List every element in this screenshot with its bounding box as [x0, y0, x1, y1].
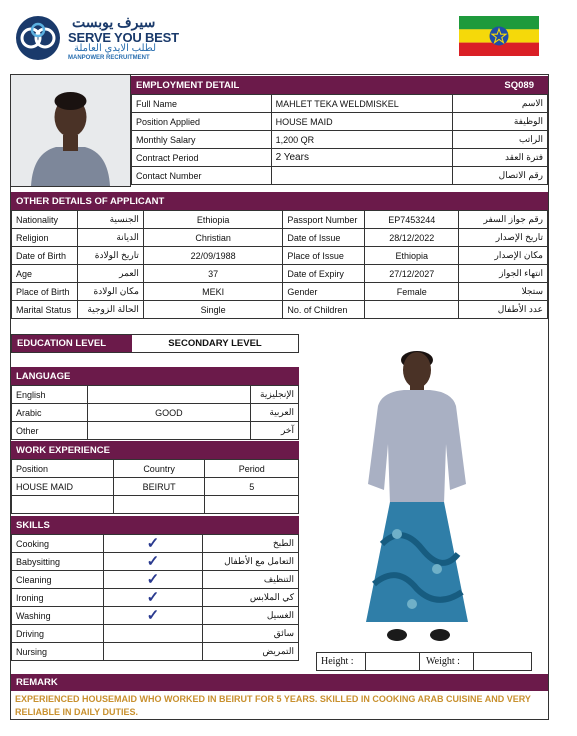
detail-row — [12, 283, 548, 301]
work-experience-title: WORK EXPERIENCE — [16, 444, 110, 456]
field-label: Age — [12, 265, 78, 283]
detail-row — [12, 247, 548, 265]
skill-check-icon — [103, 643, 202, 661]
skill-name-arabic: التنظيف — [203, 571, 299, 589]
language-name: Other — [12, 422, 88, 440]
logo-arabic-sub: لطلب الايدي العاملة — [74, 43, 157, 54]
work-experience-table — [11, 459, 299, 514]
height-label: Height : — [321, 656, 354, 667]
field-label: Position Applied — [132, 113, 272, 131]
field-label-arabic: الاسم — [453, 95, 548, 113]
field-label: Monthly Salary — [132, 131, 272, 149]
skill-row — [12, 571, 299, 589]
field-label-arabic: رقم جواز السفر — [459, 211, 548, 229]
language-title: LANGUAGE — [16, 370, 71, 382]
field-label-arabic: مكان الإصدار — [459, 247, 548, 265]
agency-logo — [14, 14, 214, 64]
person-avatar-icon — [11, 75, 130, 186]
work-experience-header — [11, 441, 299, 459]
field-value: HOUSE MAID — [271, 113, 453, 131]
skill-row — [12, 607, 299, 625]
skill-row — [12, 535, 299, 553]
weight-value — [473, 653, 531, 670]
skill-check-icon: ✓ — [103, 571, 202, 589]
language-name: Arabic — [12, 404, 88, 422]
work-row — [12, 478, 299, 496]
height-value — [365, 653, 419, 670]
language-name-arabic: آخر — [251, 422, 299, 440]
skills-title: SKILLS — [16, 519, 50, 531]
logo-arabic: سيرف يوبست — [72, 14, 156, 30]
field-label-arabic: تاريخ الإصدار — [459, 229, 548, 247]
field-label-arabic: فترة العقد — [453, 149, 548, 167]
skill-name: Cleaning — [12, 571, 104, 589]
measurements-row — [316, 652, 532, 671]
field-value: 2 Years — [271, 149, 453, 167]
skills-table — [11, 534, 299, 661]
ethiopia-flag-icon — [459, 16, 539, 56]
language-name-arabic: الإنجليزية — [251, 386, 299, 404]
field-label-arabic: انتهاء الجواز — [459, 265, 548, 283]
employment-title: EMPLOYMENT DETAIL — [136, 79, 240, 91]
detail-row — [12, 301, 548, 319]
field-label-arabic: عدد الأطفال — [459, 301, 548, 319]
field-value: 1,200 QR — [271, 131, 453, 149]
field-label-arabic: مكان الولادة — [77, 283, 143, 301]
education-row — [11, 334, 299, 353]
field-value: 22/09/1988 — [143, 247, 282, 265]
field-value: 28/12/2022 — [365, 229, 459, 247]
work-header-row — [12, 460, 299, 478]
skill-row — [12, 625, 299, 643]
field-value: Christian — [143, 229, 282, 247]
detail-row — [12, 211, 548, 229]
field-value — [271, 167, 453, 185]
skill-check-icon: ✓ — [103, 607, 202, 625]
work-cell — [113, 496, 205, 514]
logo-sub: MANPOWER RECRUITMENT — [68, 55, 150, 61]
skills-header — [11, 516, 299, 534]
employment-row — [132, 131, 548, 149]
skill-check-icon: ✓ — [103, 589, 202, 607]
applicant-photo-full — [352, 334, 482, 648]
skill-name: Ironing — [12, 589, 104, 607]
other-details-table — [11, 210, 548, 319]
language-name-arabic: العربية — [251, 404, 299, 422]
field-value: MEKI — [143, 283, 282, 301]
field-label-arabic: تاريخ الولادة — [77, 247, 143, 265]
work-cell — [205, 496, 299, 514]
column-header: Period — [205, 460, 299, 478]
field-label: Place of Birth — [12, 283, 78, 301]
work-row — [12, 496, 299, 514]
field-label: No. of Children — [283, 301, 365, 319]
skill-name-arabic: التمريض — [203, 643, 299, 661]
field-label: Date of Birth — [12, 247, 78, 265]
detail-row — [12, 229, 548, 247]
column-header: Position — [12, 460, 114, 478]
reference-number: SQ089 — [504, 79, 534, 91]
field-label: Gender — [283, 283, 365, 301]
employment-header — [131, 76, 548, 94]
other-details-title: OTHER DETAILS OF APPLICANT — [16, 195, 165, 207]
skill-name: Driving — [12, 625, 104, 643]
employment-row — [132, 149, 548, 167]
skill-row — [12, 553, 299, 571]
field-label: Place of Issue — [283, 247, 365, 265]
skill-name: Nursing — [12, 643, 104, 661]
logo-name: SERVE YOU BEST — [68, 30, 179, 45]
language-name: English — [12, 386, 88, 404]
skill-name: Babysitting — [12, 553, 104, 571]
field-label-arabic: الديانة — [77, 229, 143, 247]
language-table — [11, 385, 299, 440]
work-cell — [12, 496, 114, 514]
field-label-arabic: الوظيفة — [453, 113, 548, 131]
applicant-photo-small — [10, 74, 131, 187]
skill-check-icon: ✓ — [103, 553, 202, 571]
employment-row — [132, 167, 548, 185]
employment-table — [131, 94, 548, 185]
detail-row — [12, 265, 548, 283]
skill-name: Cooking — [12, 535, 104, 553]
field-value: Ethiopia — [365, 247, 459, 265]
field-value: MAHLET TEKA WELDMISKEL — [271, 95, 453, 113]
skill-name-arabic: كي الملابس — [203, 589, 299, 607]
logo-icon — [14, 14, 62, 62]
work-cell: HOUSE MAID — [12, 478, 114, 496]
field-value: Single — [143, 301, 282, 319]
field-value: 27/12/2027 — [365, 265, 459, 283]
education-value: SECONDARY LEVEL — [168, 338, 262, 349]
field-value: Ethiopia — [143, 211, 282, 229]
skill-name-arabic: الغسيل — [203, 607, 299, 625]
field-label: Nationality — [12, 211, 78, 229]
field-label-arabic: ستجلا — [459, 283, 548, 301]
other-details-header — [11, 192, 548, 210]
field-value — [365, 301, 459, 319]
remark-text: EXPERIENCED HOUSEMAID WHO WORKED IN BEIRUT FOR 5 YEARS. SKILLED IN COOKING ARAB CUISINE AND VERY RELIABLE IN DAILY DUTIES. — [15, 694, 531, 717]
field-label-arabic: العمر — [77, 265, 143, 283]
language-row — [12, 386, 299, 404]
employment-row — [132, 113, 548, 131]
remark-header — [11, 674, 548, 691]
field-label: Date of Issue — [283, 229, 365, 247]
field-label: Marital Status — [12, 301, 78, 319]
work-cell: 5 — [205, 478, 299, 496]
skill-check-icon — [103, 625, 202, 643]
weight-label: Weight : — [419, 653, 473, 670]
field-value: Female — [365, 283, 459, 301]
remark-title: REMARK — [16, 677, 58, 688]
language-row — [12, 422, 299, 440]
person-full-body-icon — [352, 334, 482, 648]
language-row — [12, 404, 299, 422]
field-label: Contract Period — [132, 149, 272, 167]
field-label-arabic: الراتب — [453, 131, 548, 149]
language-level: GOOD — [87, 404, 250, 422]
field-value: EP7453244 — [365, 211, 459, 229]
skill-row — [12, 643, 299, 661]
language-level — [87, 386, 250, 404]
skill-name-arabic: التعامل مع الأطفال — [203, 553, 299, 571]
skill-name-arabic: الطبخ — [203, 535, 299, 553]
employment-row — [132, 95, 548, 113]
field-label-arabic: الجنسية — [77, 211, 143, 229]
column-header: Country — [113, 460, 205, 478]
education-label: EDUCATION LEVEL — [12, 335, 132, 352]
field-label: Contact Number — [132, 167, 272, 185]
skill-check-icon: ✓ — [103, 535, 202, 553]
skill-name: Washing — [12, 607, 104, 625]
field-label: Date of Expiry — [283, 265, 365, 283]
work-cell: BEIRUT — [113, 478, 205, 496]
language-header — [11, 367, 299, 385]
field-label: Full Name — [132, 95, 272, 113]
language-level — [87, 422, 250, 440]
field-label: Passport Number — [283, 211, 365, 229]
field-label-arabic: رقم الاتصال — [453, 167, 548, 185]
field-label: Religion — [12, 229, 78, 247]
skill-name-arabic: سائق — [203, 625, 299, 643]
field-label-arabic: الحالة الزوجية — [77, 301, 143, 319]
skill-row — [12, 589, 299, 607]
field-value: 37 — [143, 265, 282, 283]
